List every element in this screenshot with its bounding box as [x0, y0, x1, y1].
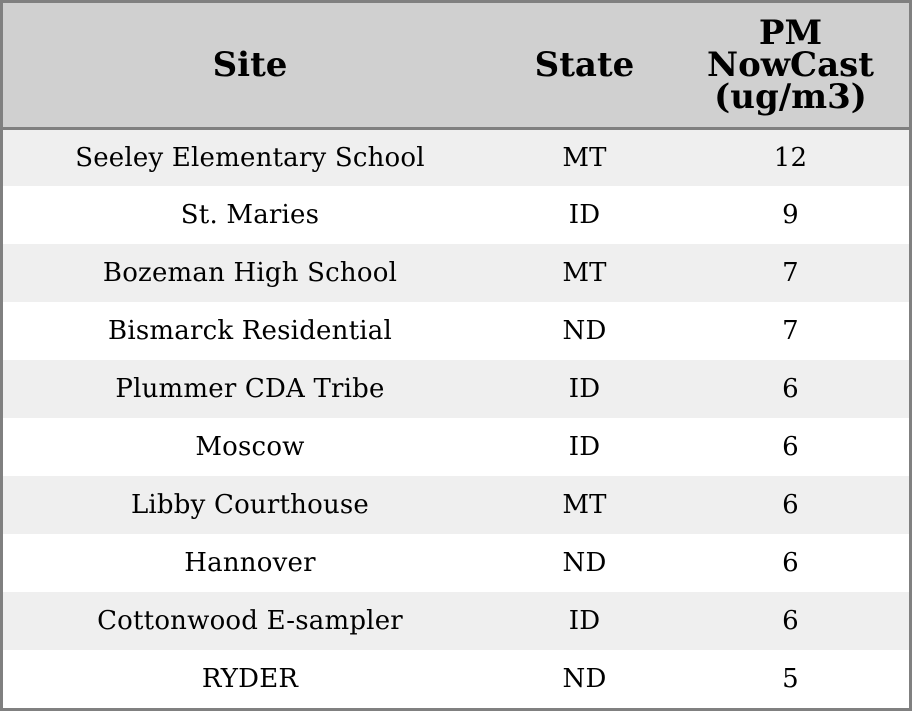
state-cell: ID: [568, 606, 601, 636]
state-cell: ND: [562, 664, 607, 694]
pm-value-cell: 6: [782, 374, 799, 404]
site-cell: Bismarck Residential: [108, 316, 392, 346]
pm-value-cell: 5: [782, 664, 799, 694]
pm-value-cell: 9: [782, 200, 799, 230]
pm-value-cell: 6: [782, 432, 799, 462]
pm-nowcast-column-header: [672, 3, 909, 128]
pm-value-cell: 7: [782, 316, 799, 346]
site-cell: Plummer CDA Tribe: [115, 374, 385, 404]
pm-header-line-3: (ug/m3): [714, 76, 867, 117]
state-column-header: State: [534, 44, 635, 85]
table-row: [3, 418, 909, 476]
table-body: [3, 128, 909, 708]
pm-value-cell: 6: [782, 490, 799, 520]
table-row: [3, 650, 909, 708]
state-cell: MT: [562, 258, 607, 288]
pm-value-cell: 7: [782, 258, 799, 288]
header-row: [3, 3, 909, 128]
table-row: [3, 534, 909, 592]
table-row: [3, 128, 909, 186]
state-cell: ND: [562, 316, 607, 346]
pm-header-line-2: NowCast: [707, 44, 874, 85]
state-cell: ID: [568, 432, 601, 462]
pm-value-cell: 6: [782, 548, 799, 578]
pm-value-cell: 6: [782, 606, 799, 636]
state-cell: ND: [562, 548, 607, 578]
site-cell: Hannover: [184, 548, 316, 578]
state-cell: ID: [568, 200, 601, 230]
site-column-header: Site: [212, 44, 288, 85]
pm-nowcast-table: [3, 3, 909, 708]
site-cell: Libby Courthouse: [130, 490, 370, 520]
pm-value-cell: 12: [773, 142, 808, 173]
table-row: [3, 244, 909, 302]
table-row: [3, 360, 909, 418]
table-row: [3, 186, 909, 244]
table-header: [3, 3, 909, 128]
state-cell: ID: [568, 374, 601, 404]
table-row: [3, 476, 909, 534]
site-cell: Cottonwood E-sampler: [97, 606, 403, 636]
pm-header-line-1: PM: [758, 12, 823, 53]
site-cell: Seeley Elementary School: [75, 142, 425, 173]
site-cell: Bozeman High School: [102, 258, 398, 288]
site-cell: Moscow: [195, 432, 305, 462]
table-row: [3, 592, 909, 650]
state-cell: MT: [562, 490, 607, 520]
site-cell: St. Maries: [180, 200, 320, 230]
state-cell: MT: [562, 142, 607, 173]
site-cell: RYDER: [201, 664, 299, 694]
table-row: [3, 302, 909, 360]
